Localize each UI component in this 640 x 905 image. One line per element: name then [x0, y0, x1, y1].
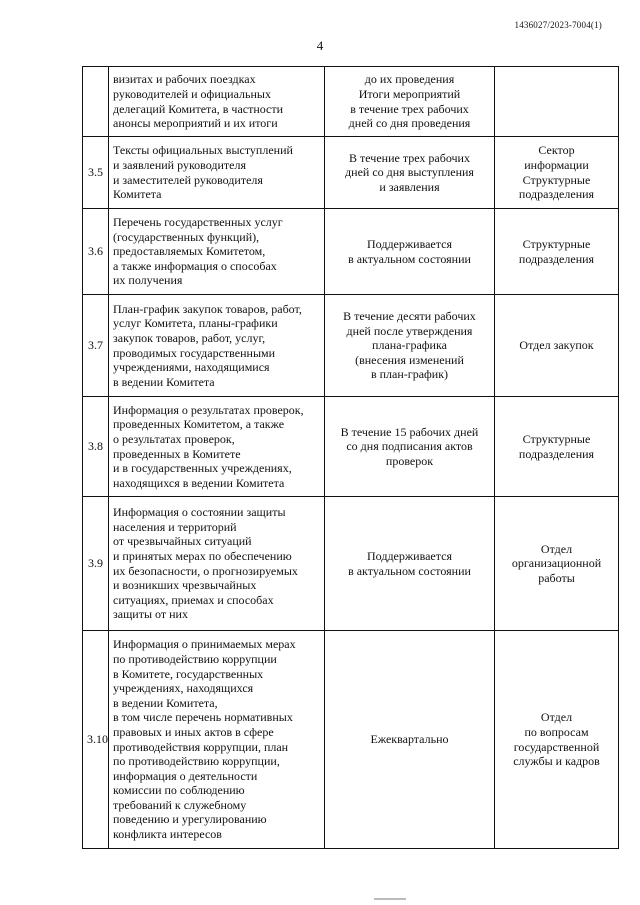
text-line: и возникших чрезвычайных: [113, 578, 257, 593]
text-line: правовых и иных актов в сфере: [113, 724, 274, 739]
text-line: в ведении Комитета: [113, 374, 215, 389]
info-description: [109, 397, 325, 497]
text-line: В течение трех рабочих: [349, 150, 470, 165]
text-line: подразделения: [518, 446, 595, 461]
text-line: в актуальном состоянии: [348, 563, 471, 578]
text-line: конфликта интересов: [113, 827, 222, 842]
row-number: [83, 67, 109, 137]
publication-term: [325, 67, 495, 137]
table-row: [83, 295, 619, 397]
scan-artifact: [374, 898, 406, 900]
text-line: Комитета: [113, 187, 162, 202]
info-description: [109, 67, 325, 137]
text-line: государственной: [513, 739, 600, 754]
text-line: Информация о состоянии защиты: [113, 505, 286, 520]
table-row: [83, 397, 619, 497]
text-line: Отдел: [540, 710, 573, 725]
text-line: находящихся в ведении Комитета: [113, 475, 285, 490]
text-line: Поддерживается: [367, 236, 452, 251]
text-line: и принятых мерах по обеспечению: [113, 548, 292, 563]
text-line: Ежеквартально: [370, 732, 449, 747]
text-line: по противодействию коррупции,: [113, 754, 280, 769]
text-line: В течение десяти рабочих: [343, 309, 476, 324]
text-line: Итоги мероприятий: [358, 86, 461, 101]
responsible-unit: [495, 295, 619, 397]
text-line: анонсы мероприятий и их итоги: [113, 116, 278, 131]
row-number: 3.5: [83, 137, 109, 209]
text-line: (внесения изменений: [355, 352, 464, 367]
text-line: организационной: [511, 556, 602, 571]
publication-term: [325, 497, 495, 631]
responsible-unit: [495, 137, 619, 209]
information-table: [82, 66, 619, 849]
text-line: В течение 15 рабочих дней: [340, 424, 479, 439]
text-line: в том числе перечень нормативных: [113, 710, 293, 725]
text-line: (государственных функций),: [113, 229, 260, 244]
text-line: в план-график): [370, 367, 449, 382]
row-number: 3.9: [83, 497, 109, 631]
text-line: их безопасности, о прогнозируемых: [113, 563, 298, 578]
text-line: работы: [538, 570, 575, 585]
text-line: по вопросам: [524, 724, 589, 739]
text-line: информация о деятельности: [113, 768, 258, 783]
publication-term: [325, 631, 495, 849]
table-row: [83, 497, 619, 631]
text-line: защиты от них: [113, 607, 188, 622]
text-line: требований к служебному: [113, 797, 247, 812]
text-line: со дня подписания актов: [346, 439, 473, 454]
text-line: до их проведения: [364, 72, 455, 87]
text-line: и заявлений руководителя: [113, 157, 247, 172]
text-line: Перечень государственных услуг: [113, 215, 283, 230]
text-line: а также информация о способах: [113, 258, 277, 273]
text-line: и заместителей руководителя: [113, 172, 263, 187]
info-description: [109, 295, 325, 397]
text-line: учреждениями, находящимися: [113, 360, 270, 375]
text-line: проведенных Комитетом, а также: [113, 417, 285, 432]
text-line: ситуациях, приемах и способах: [113, 592, 274, 607]
text-line: Структурные: [522, 172, 591, 187]
text-line: комиссии по соблюдению: [113, 783, 245, 798]
text-line: их получения: [113, 273, 183, 288]
text-line: предоставляемых Комитетом,: [113, 244, 266, 259]
text-line: Информация о принимаемых мерах: [113, 637, 296, 652]
text-line: дней со дня проведения: [348, 116, 471, 131]
text-line: в течение трех рабочих: [350, 101, 469, 116]
text-line: проведенных в Комитете: [113, 446, 241, 461]
text-line: Тексты официальных выступлений: [113, 143, 293, 158]
text-line: делегаций Комитета, в частности: [113, 101, 284, 116]
row-number: 3.10: [83, 631, 109, 849]
table-row: [83, 631, 619, 849]
text-line: противодействия коррупции, план: [113, 739, 289, 754]
text-line: поведению и урегулированию: [113, 812, 267, 827]
text-line: визитах и рабочих поездках: [113, 72, 256, 87]
info-description: [109, 137, 325, 209]
document-id: 1436027/2023-7004(1): [514, 20, 602, 30]
text-line: Отдел: [540, 541, 573, 556]
text-line: проводимых государственными: [113, 345, 276, 360]
text-line: по противодействию коррупции: [113, 651, 277, 666]
table-row: [83, 137, 619, 209]
publication-term: [325, 137, 495, 209]
text-line: о результатах проверок,: [113, 431, 235, 446]
text-line: дней после утверждения: [346, 323, 473, 338]
text-line: в актуальном состоянии: [348, 251, 471, 266]
text-line: дней со дня выступления: [345, 165, 474, 180]
text-line: Структурные: [522, 236, 591, 251]
text-line: в Комитете, государственных: [113, 666, 264, 681]
responsible-unit: [495, 631, 619, 849]
responsible-unit: [495, 209, 619, 295]
text-line: План-график закупок товаров, работ,: [113, 301, 302, 316]
text-line: службы и кадров: [513, 754, 600, 769]
text-line: проверок: [385, 453, 434, 468]
publication-term: [325, 295, 495, 397]
table-row: [83, 67, 619, 137]
responsible-unit: [495, 397, 619, 497]
row-number: 3.6: [83, 209, 109, 295]
table-row: [83, 209, 619, 295]
text-line: Сектор: [538, 143, 575, 158]
text-line: услуг Комитета, планы-графики: [113, 316, 278, 331]
text-line: населения и территорий: [113, 519, 237, 534]
text-line: учреждениях, находящихся: [113, 681, 254, 696]
page-number: 4: [316, 38, 324, 53]
publication-term: [325, 209, 495, 295]
text-line: Структурные: [522, 431, 591, 446]
text-line: и заявления: [379, 179, 440, 194]
text-line: подразделения: [518, 187, 595, 202]
text-line: и в государственных учреждениях,: [113, 461, 292, 476]
text-line: руководителей и официальных: [113, 86, 271, 101]
responsible-unit: [495, 497, 619, 631]
info-description: [109, 631, 325, 849]
info-description: [109, 497, 325, 631]
publication-term: [325, 397, 495, 497]
row-number: 3.7: [83, 295, 109, 397]
info-description: [109, 209, 325, 295]
text-line: плана-графика: [372, 338, 447, 353]
text-line: Поддерживается: [367, 548, 452, 563]
text-line: информации: [524, 157, 589, 172]
row-number: 3.8: [83, 397, 109, 497]
text-line: от чрезвычайных ситуаций: [113, 534, 252, 549]
responsible-unit: [495, 67, 619, 137]
text-line: Информация о результатах проверок,: [113, 402, 304, 417]
text-line: Отдел закупок: [519, 338, 594, 353]
text-line: закупок товаров, работ, услуг,: [113, 330, 266, 345]
text-line: подразделения: [518, 251, 595, 266]
text-line: в ведении Комитета,: [113, 695, 218, 710]
